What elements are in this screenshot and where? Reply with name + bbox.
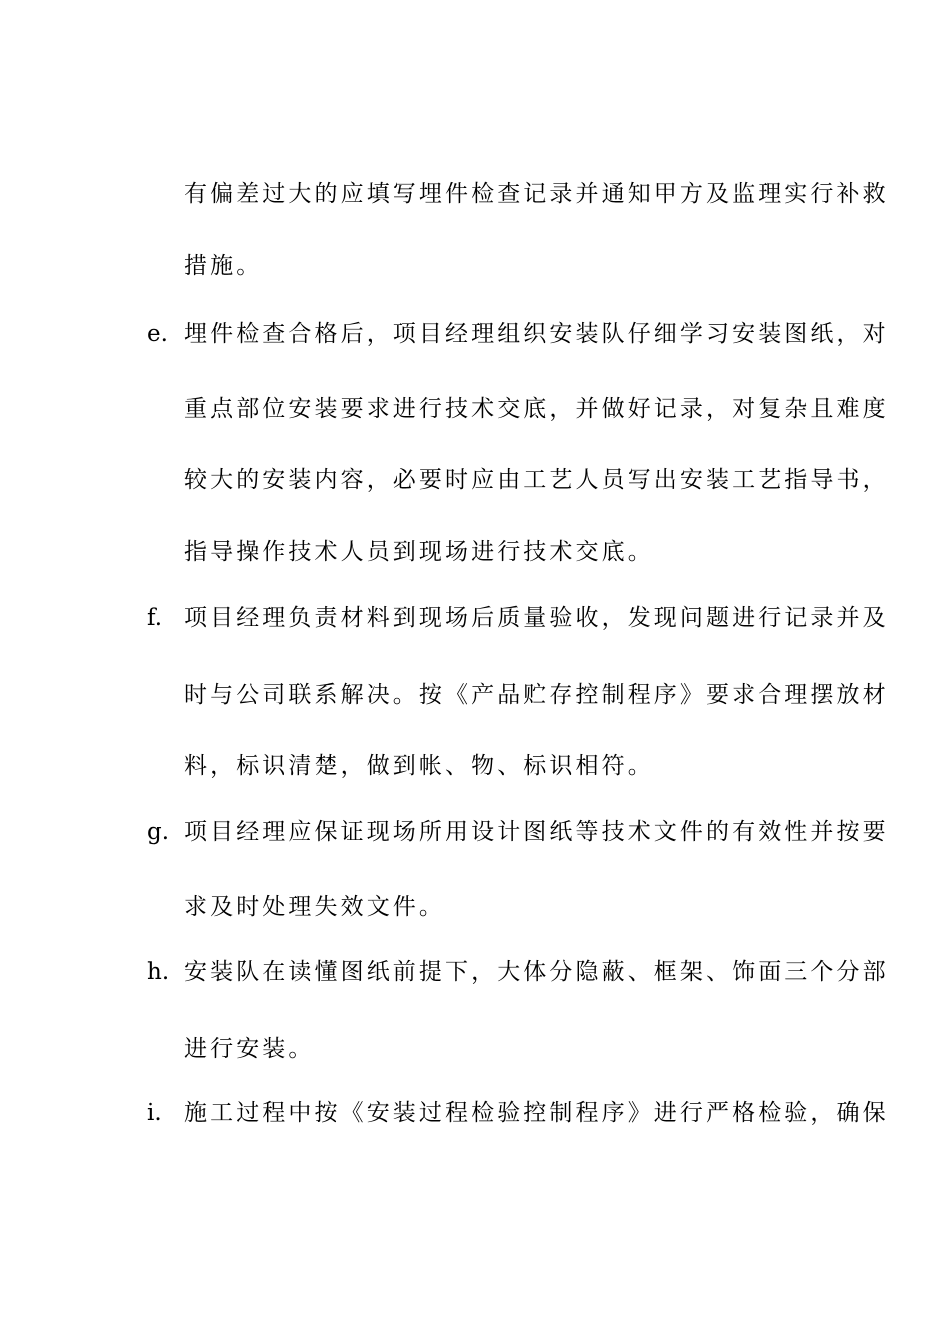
paragraph-line: 措施。 [184,253,263,279]
list-item-h-line: 进行安装。 [184,1036,315,1062]
list-item-e-line: 较大的安装内容，必要时应由工艺人员写出安装工艺指导书， [184,467,889,493]
list-item-e-line: 重点部位安装要求进行技术交底，并做好记录，对复杂且难度 [184,396,889,422]
paragraph-line: 有偏差过大的应填写埋件检查记录并通知甲方及监理实行补救 [184,181,889,207]
list-item-f-line: 时与公司联系解决。按《产品贮存控制程序》要求合理摆放材 [184,682,889,708]
list-item-g-line: 项目经理应保证现场所用设计图纸等技术文件的有效性并按要 [184,819,889,845]
list-marker-h: h. [147,959,170,985]
list-marker-g: g. [147,819,170,845]
list-item-g-line: 求及时处理失效文件。 [184,894,445,920]
list-marker-i: i. [147,1100,162,1126]
list-item-f-line: 料，标识清楚，做到帐、物、标识相符。 [184,753,654,779]
list-item-f-line: 项目经理负责材料到现场后质量验收，发现问题进行记录并及 [184,605,889,631]
list-marker-f: f. [147,605,163,631]
list-item-h-line: 安装队在读懂图纸前提下，大体分隐蔽、框架、饰面三个分部 [184,959,889,985]
list-marker-e: e. [147,321,168,347]
list-item-e-line: 指导操作技术人员到现场进行技术交底。 [184,539,654,565]
list-item-i-line: 施工过程中按《安装过程检验控制程序》进行严格检验，确保 [184,1100,889,1126]
list-item-e-line: 埋件检查合格后，项目经理组织安装队仔细学习安装图纸，对 [184,321,889,347]
